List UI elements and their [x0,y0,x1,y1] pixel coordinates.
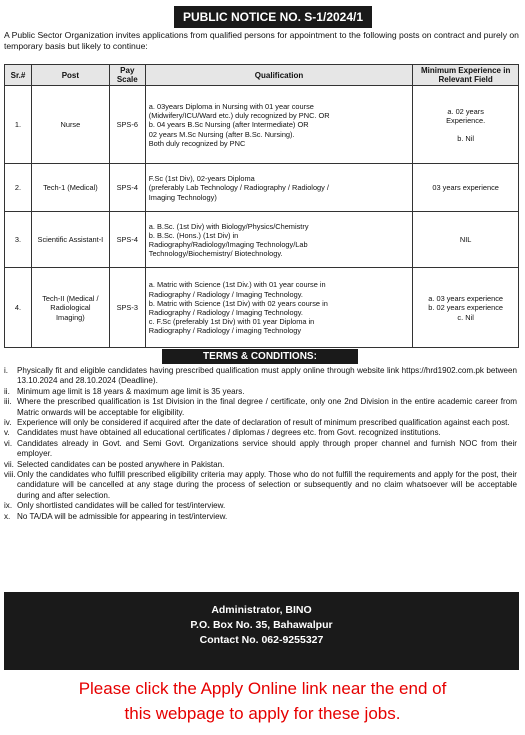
apply-note [0,676,525,726]
cell-pay-scale: SPS-4 [109,212,145,268]
term-text: Experience will only be considered if acquired after the date of declaration of result of minimum prescribed qualification against each post. [17,418,510,428]
qualification-line: F.Sc (1st Div), 02-years Diploma [148,174,255,184]
qualification-line: Radiography/Radiology/Imaging Technology/Lab [148,239,308,249]
term-number: vi. [4,438,13,448]
cell-sr: 2. [5,164,32,212]
cell-post: Tech-1 (Medical) [31,164,109,212]
term-number: ii. [4,386,10,396]
term-item [4,428,517,438]
experience-line: 03 years experience [432,183,499,193]
cell-post: Scientific Assistant-I [31,212,109,268]
table-row [5,86,519,164]
qualification-line: Technology/Biochemistry/ Biotechnology. [148,249,283,259]
qualification-line: a. Matric with Science (1st Div.) with 01 year course in [148,280,326,290]
qualification-line: (Midwifery/ICU/Ward etc.) duly recognized by PNC. OR [148,111,330,121]
term-item [4,470,517,501]
cell-post: Nurse [31,86,109,164]
term-number: iii. [4,397,12,407]
experience-line: b. 02 years experience [428,303,504,313]
cell-post: Tech-II (Medical / Radiological Imaging) [31,268,109,348]
experience-line: a. 03 years experience [428,294,504,304]
experience-line: b. Nil [457,134,475,143]
term-text: Selected candidates can be posted anywhere in Pakistan. [17,459,225,469]
qualification-line: b. B.Sc. (Hons.) (1st Div) in [148,230,239,240]
header-qualification: Qualification [145,65,413,86]
contact-address: P.O. Box No. 35, Bahawalpur [190,619,333,631]
term-number: v. [4,428,10,438]
contact-office: Administrator, BINO [211,604,312,616]
experience-line [416,125,515,134]
term-item [4,501,517,511]
qualification-line: a. 03years Diploma in Nursing with 01 year course [148,101,314,111]
terms-title: TERMS & CONDITIONS: [162,349,358,364]
table-row [5,268,519,348]
cell-pay-scale: SPS-4 [109,164,145,212]
qualification-line: c. F.Sc (preferably 1st Div) with 01 year Diploma in [148,317,315,327]
term-number: x. [4,511,11,521]
cell-sr: 4. [5,268,32,348]
term-item [4,387,517,397]
cell-experience [413,268,519,348]
term-item [4,397,517,418]
term-item [4,439,517,460]
notice-title: PUBLIC NOTICE NO. S-1/2024/1 [174,6,372,28]
cell-qualification [145,86,413,164]
term-number: iv. [4,418,12,428]
term-text: Physically fit and eligible candidates having prescribed qualification must apply online through website link https://hrd1902.com.pk between 13.10.2024 and 28.10.2024 (Deadline). [17,366,517,386]
cell-qualification [145,212,413,268]
contact-phone: Contact No. 062-9255327 [199,634,324,646]
term-item [4,418,517,428]
terms-list [4,366,517,522]
posts-table [4,64,519,348]
apply-note-line-1: Please click the Apply Online link near the end of [78,679,447,698]
header-sr: Sr.# [5,65,32,86]
qualification-line: (preferably Lab Technology / Radiography / Radiology / [148,183,329,193]
cell-pay-scale: SPS-6 [109,86,145,164]
cell-experience [413,164,519,212]
cell-sr: 1. [5,86,32,164]
header-pay-scale: Pay Scale [109,65,145,86]
cell-qualification [145,268,413,348]
qualification-line: b. Matric with Science (1st Div) with 02 years course in [148,298,328,308]
term-text: Minimum age limit is 18 years & maximum age limit is 35 years. [17,386,245,396]
table-row [5,164,519,212]
experience-line: NIL [459,235,472,245]
qualification-line: Radiography / Radiology / Imaging Technology. [148,307,303,317]
term-text: Candidates must have obtained all educational certificates / diplomas / degrees etc. from Govt. recognized institutions. [17,428,441,438]
term-text: Where the prescribed qualification is 1st Division in the final degree / certificate, only one 2nd Division in the entire academic career from Matric onwards will be acceptable for eligibility. [17,397,517,417]
experience-line: c. Nil [457,312,474,322]
cell-pay-scale: SPS-3 [109,268,145,348]
qualification-line: Radiography / Radiology / Imaging Technology. [148,289,303,299]
qualification-line: a. B.Sc. (1st Div) with Biology/Physics/Chemistry [148,221,309,231]
contact-block [4,592,519,670]
table-row [5,212,519,268]
qualification-line: Imaging Technology) [148,192,217,202]
cell-sr: 3. [5,212,32,268]
term-number: ix. [4,501,13,511]
term-text: No TA/DA will be admissible for appearing in test/interview. [17,511,228,521]
header-post: Post [31,65,109,86]
term-number: viii. [4,470,16,480]
experience-line: Experience. [446,115,486,125]
term-text: Candidates already in Govt. and Semi Govt. Organizations service should apply through proper channel and furnish NOC from their employer. [17,438,517,459]
header-experience: Minimum Experience in Relevant Field [413,65,519,86]
table-header-row [5,65,519,86]
term-item [4,460,517,470]
qualification-line: Radiography / Radiology / imaging Technology [148,326,302,336]
term-number: vii. [4,459,14,469]
apply-note-line-2: this webpage to apply for these jobs. [124,704,401,723]
cell-experience [413,212,519,268]
experience-line: a. 02 years [447,106,484,116]
cell-experience [413,86,519,164]
term-item [4,366,517,387]
term-number: i. [4,366,9,375]
cell-qualification [145,164,413,212]
notice-document [2,2,521,671]
intro-text: A Public Sector Organization invites applications from qualified persons for appointment to the following posts on contract and purely on temporary basis but likely to continue: [4,30,519,51]
term-text: Only shortlisted candidates will be called for test/interview. [17,501,226,511]
qualification-line: Both duly recognized by PNC [148,138,246,148]
qualification-line: 02 years M.Sc Nursing (after B.Sc. Nursing). [148,129,295,139]
qualification-line: b. 04 years B.Sc Nursing (after Intermediate) OR [148,120,309,130]
term-text: Only the candidates who fulfill prescribed eligibility criteria may apply. Those who do not fulfill the requirements and apply for the post, their candidature will be cancelled at any stage during the process of selection or subsequently and no claim whatsoever will be acceptable during and after selection. [17,470,517,500]
term-item [4,512,517,522]
